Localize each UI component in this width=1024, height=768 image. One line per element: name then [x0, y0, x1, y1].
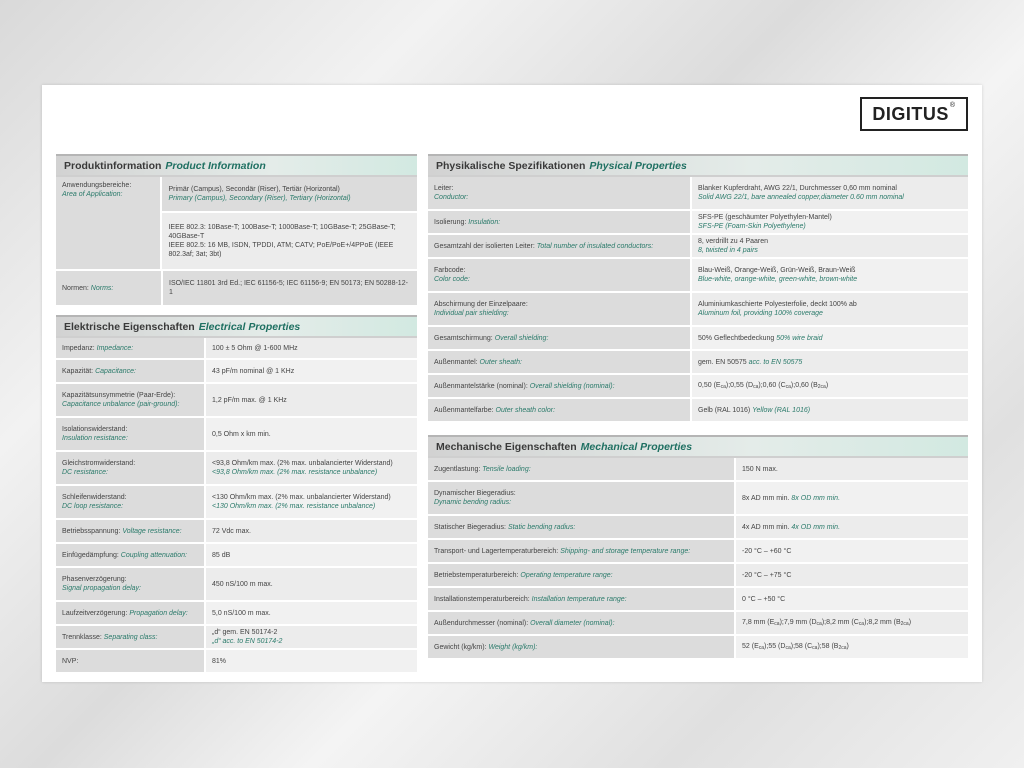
electrical-row: Betriebsspannung: Voltage resistance: 72 Vdc max.: [56, 520, 417, 544]
datasheet: [42, 85, 982, 682]
row-norms: Normen: Norms: ISO/IEC 11801 3rd Ed.; IEC 61156-5; IEC 61156-9; EN 50173; EN 50288-12-1: [56, 269, 417, 307]
electrical-row: Einfügedämpfung: Coupling attenuation: 85 dB: [56, 544, 417, 568]
row-area-of-application: Anwendungsbereiche: Area of Application: Primär (Campus), Secondär (Riser), Tertiär (Horizontal) Primary (Campus), Secondary (Riser), Tertiary (Horizontal) IEEE 802.3: 10Base-T; 100Base-T; 1000Base-T; 10GBase-T; 25GBase-T; 40GBase-T IEEE 802.5: 16 MB, ISDN, TPDDI, ATM; CATV; PoE/PoE+/4PPoE (IEEE 802.3af; 3at; 3bt): [56, 177, 417, 269]
electrical-row: Trennklasse: Separating class: „d“ gem. EN 50174-2 „d“ acc. to EN 50174-2: [56, 626, 417, 650]
electrical-row: NVP: 81%: [56, 650, 417, 674]
electrical-row: Gleichstromwiderstand: DC resistance: <93,8 Ohm/km max. (2% max. unbalancierter Widerstand) <93,8 Ohm/km max. (2% max. resistance unbalance): [56, 452, 417, 486]
electrical-row: Schleifenwiderstand: DC loop resistance: <130 Ohm/km max. (2% max. unbalancierter Widerstand) <130 Ohm/km max. (2% max. resistance unbalance): [56, 486, 417, 520]
digitus-logo: DIGITUS ®: [860, 97, 968, 131]
left-column: [56, 154, 417, 674]
section-mechanical-properties: Mechanische Eigenschaften Mechanical Properties: [428, 435, 968, 458]
physical-row: Außenmantelfarbe: Outer sheath color: Gelb (RAL 1016) Yellow (RAL 1016): [428, 399, 968, 423]
section-electrical-properties: Elektrische Eigenschaften Electrical Properties: [56, 315, 417, 338]
electrical-row: Laufzeitverzögerung: Propagation delay: 5,0 nS/100 m max.: [56, 602, 417, 626]
mechanical-row: Betriebstemperaturbereich: Operating temperature range: -20 °C – +75 °C: [428, 564, 968, 588]
mechanical-row: Statischer Biegeradius: Static bending radius: 4x AD mm min. 4x OD mm min.: [428, 516, 968, 540]
electrical-row: Isolationswiderstand: Insulation resistance: 0,5 Ohm x km min.: [56, 418, 417, 452]
mechanical-row: Installationstemperaturbereich: Installation temperature range: 0 °C – +50 °C: [428, 588, 968, 612]
physical-row: Abschirmung der Einzelpaare: Individual pair shielding: Aluminiumkaschierte Polyesterfolie, deckt 100% ab Aluminum foil, providing 100% coverage: [428, 293, 968, 327]
section-product-information: Produktinformation Product Information: [56, 154, 417, 177]
electrical-row: Kapazitätsunsymmetrie (Paar-Erde): Capacitance unbalance (pair-ground): 1,2 pF/m max. @ 1 KHz: [56, 384, 417, 418]
physical-table: [428, 177, 968, 423]
mechanical-row: Dynamischer Biegeradius: Dynamic bending radius: 8x AD mm min. 8x OD mm min.: [428, 482, 968, 516]
electrical-table: [56, 338, 417, 674]
physical-row: Außenmantelstärke (nominal): Overall shielding (nominal): 0,50 $(E_{ca})$; 0,55 $(D_{ca})$; 0,60 $(C_{ca})$; 0,60 $(B_{2ca})$: [428, 375, 968, 399]
physical-row: Gesamtzahl der isolierten Leiter: Total number of insulated conductors: 8, verdrillt zu 4 Paaren 8, twisted in 4 pairs: [428, 235, 968, 259]
mechanical-row: Gewicht (kg/km): Weight (kg/km): 52 $(E_{ca})$; 55 $(D_{ca})$; 58 $(C_{ca})$; 58 $(B_{2ca})$: [428, 636, 968, 660]
section-physical-properties: Physikalische Spezifikationen Physical Properties: [428, 154, 968, 177]
physical-row: Außenmantel: Outer sheath: gem. EN 50575 acc. to EN 50575: [428, 351, 968, 375]
mechanical-row: Zugentlastung: Tensile loading: 150 N max.: [428, 458, 968, 482]
physical-row: Gesamtschirmung: Overall shielding: 50% Geflechtbedeckung 50% wire braid: [428, 327, 968, 351]
electrical-row: Impedanz: Impedance: 100 ± 5 Ohm @ 1-600 MHz: [56, 338, 417, 360]
physical-row: Leiter: Conductor: Blanker Kupferdraht, AWG 22/1, Durchmesser 0,60 mm nominal Solid AWG 22/1, bare annealed copper,diameter 0.60 mm nominal: [428, 177, 968, 211]
mechanical-row: Transport- und Lagertemperaturbereich: Shipping- and storage temperature range: -20 °C – +60 °C: [428, 540, 968, 564]
right-column: [428, 154, 968, 660]
mechanical-table: [428, 458, 968, 660]
physical-row: Farbcode: Color code: Blau-Weiß, Orange-Weiß, Grün-Weiß, Braun-Weiß Blue-white, orange-white, green-white, brown-white: [428, 259, 968, 293]
electrical-row: Phasenverzögerung: Signal propagation delay: 450 nS/100 m max.: [56, 568, 417, 602]
mechanical-row: Außendurchmesser (nominal): Overall diameter (nominal): 7,8 mm $(E_{ca})$; 7,9 mm $(D_{ca})$; 8,2 mm $(C_{ca})$; 8,2 mm $(B_{2ca})$: [428, 612, 968, 636]
physical-row: Isolierung: Insulation: SFS-PE (geschäumter Polyethylen-Mantel) SFS-PE (Foam-Skin Polyethylene): [428, 211, 968, 235]
electrical-row: Kapazität: Capacitance: 43 pF/m nominal @ 1 KHz: [56, 360, 417, 384]
